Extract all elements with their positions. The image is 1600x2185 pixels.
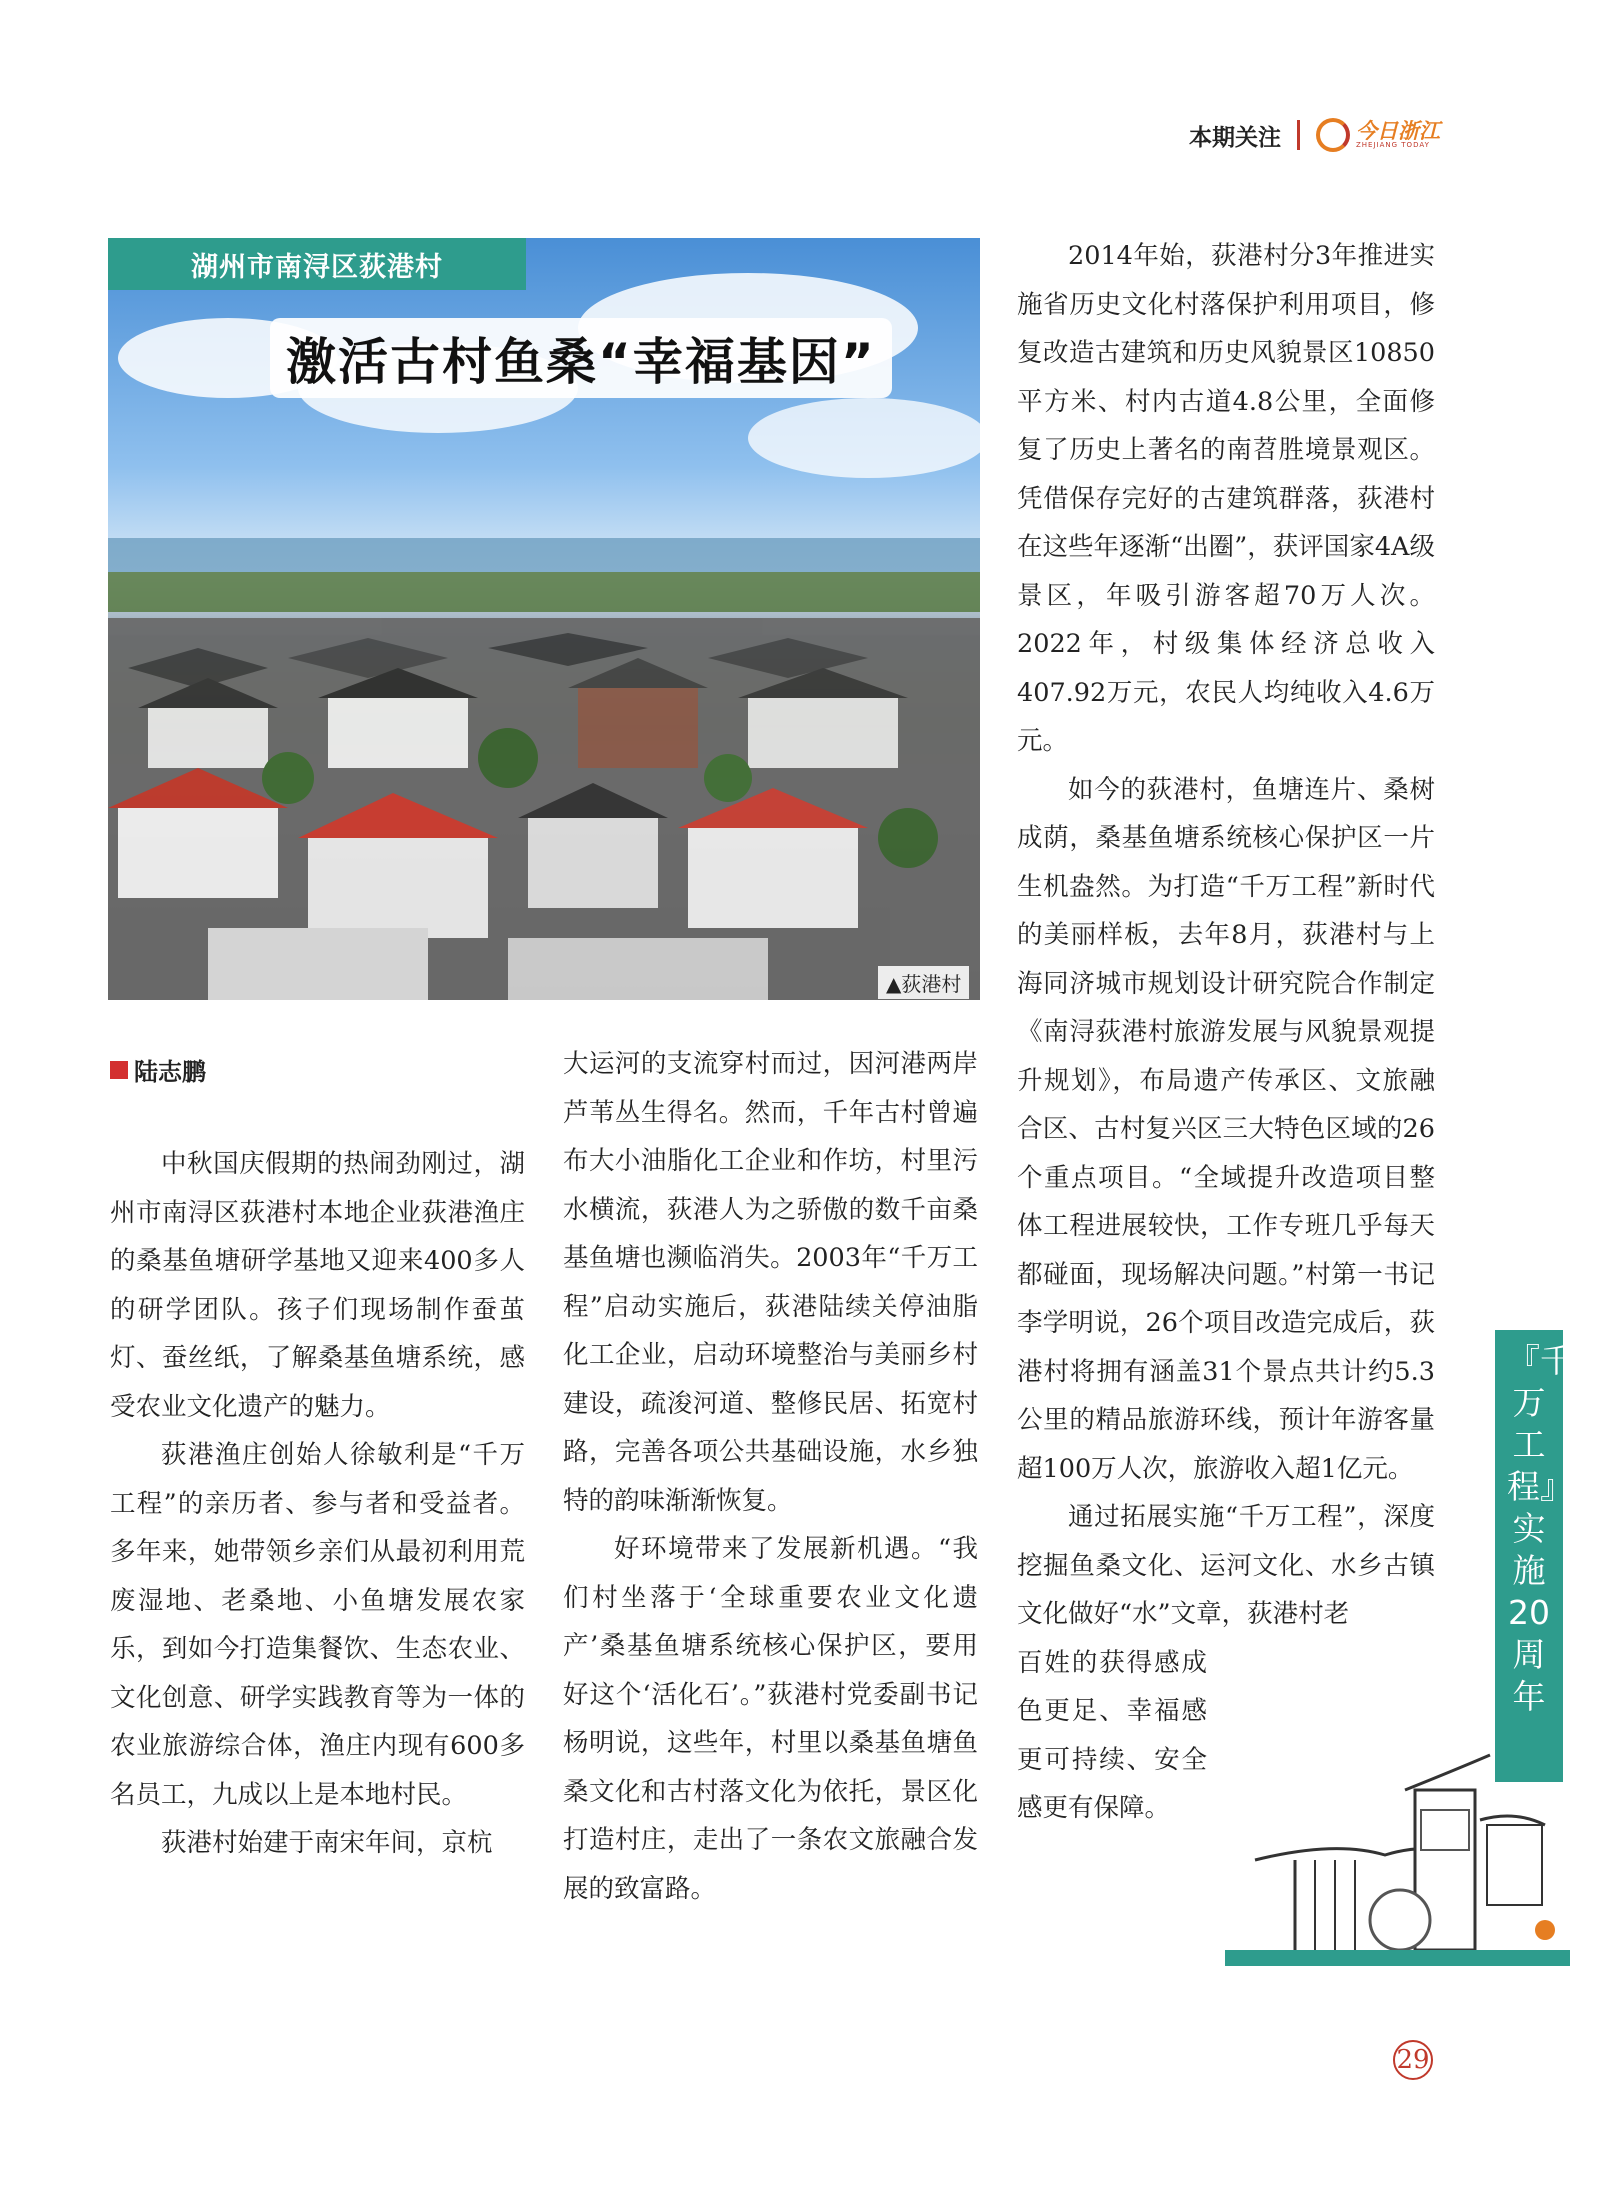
location-tag: 湖州市南浔区荻港村 bbox=[108, 238, 526, 290]
magazine-logo bbox=[1316, 118, 1440, 152]
paragraph: 中秋国庆假期的热闹劲刚过，湖州市南浔区荻港村本地企业荻港渔庄的桑基鱼塘研学基地又迎来400多人的研学团队。孩子们现场制作蚕茧灯、蚕丝纸，了解桑基鱼塘系统，感受农业文化遗产的魅力。 bbox=[110, 1149, 525, 1422]
page-number: 29 bbox=[1393, 2040, 1433, 2080]
paragraph: 如今的荻港村，鱼塘连片、桑树成荫，桑基鱼塘系统核心保护区一片生机盎然。为打造“千万工程”新时代的美丽样板，去年8月，荻港村与上海同济城市规划设计研究院合作制定《南浔荻港村旅游发展与风貌景观提升规划》，布局遗产传承区、文旅融合区、古村复兴区三大特色区域的26个重点项目。“全域提升改造项目整体工程进展较快，工作专班几乎每天都碰面，现场解决问题。”村第一书记李学明说，26个项目改造完成后，荻港村将拥有涵盖31个景点共计约5.3公里的精品旅游环线，预计年游客量超100万人次，旅游收入超1亿元。 bbox=[1017, 774, 1435, 1484]
paragraph: 百姓的获得感成色更足、幸福感更可持续、安全感更有保障。 bbox=[1017, 1647, 1207, 1823]
article-column-3 bbox=[1017, 232, 1435, 1833]
side-banner-text: 『千万工程』实施20周年 bbox=[1507, 1341, 1573, 1716]
paragraph: 通过拓展实施“千万工程”，深度挖掘鱼桑文化、运河文化、水乡古镇文化做好“水”文章，荻港村老 bbox=[1017, 1502, 1435, 1629]
article-column-1 bbox=[110, 1140, 525, 1868]
article-column-2 bbox=[563, 1040, 978, 1913]
author-name: 陆志鹏 bbox=[134, 1058, 206, 1086]
paragraph: 荻港村始建于南宋年间，京杭 bbox=[161, 1828, 493, 1858]
logo-mark-icon bbox=[1316, 118, 1350, 152]
page-header bbox=[1189, 118, 1440, 152]
paragraph: 大运河的支流穿村而过，因河港两岸芦苇丛生得名。然而，千年古村曾遍布大小油脂化工企业和作坊，村里污水横流，荻港人为之骄傲的数千亩桑基鱼塘也濒临消失。2003年“千万工程”启动实施后，荻港陆续关停油脂化工企业，启动环境整治与美丽乡村建设，疏浚河道、整修民居、拓宽村路，完善各项公共基础设施，水乡独特的韵味渐渐恢复。 bbox=[563, 1049, 978, 1516]
paragraph: 好环境带来了发展新机遇。“我们村坐落于‘全球重要农业文化遗产’桑基鱼塘系统核心保护区，要用好这个‘活化石’。”荻港村党委副书记杨明说，这些年，村里以桑基鱼塘鱼桑文化和古村落文化为依托，景区化打造村庄，走出了一条农文旅融合发展的致富路。 bbox=[563, 1534, 978, 1904]
logo-subtitle: ZHEJIANG TODAY bbox=[1356, 141, 1430, 149]
architecture-illustration bbox=[1225, 1730, 1570, 1970]
red-square-icon bbox=[110, 1061, 128, 1079]
section-label: 本期关注 bbox=[1189, 124, 1281, 151]
logo-title: 今日浙江 bbox=[1356, 119, 1440, 143]
photo-caption: ▲荻港村 bbox=[878, 966, 969, 999]
header-divider bbox=[1297, 120, 1300, 150]
article-headline: 激活古村鱼桑“幸福基因” bbox=[270, 318, 892, 398]
paragraph: 2014年始，荻港村分3年推进实施省历史文化村落保护利用项目，修复改造古建筑和历史风貌景区10850平方米、村内古道4.8公里，全面修复了历史上著名的南苕胜境景观区。凭借保存完好的古建筑群落，荻港村在这些年逐渐“出圈”，获评国家4A级景区，年吸引游客超70万人次。2022年，村级集体经济总收入407.92万元，农民人均纯收入4.6万元。 bbox=[1017, 241, 1435, 756]
author-byline bbox=[110, 1052, 206, 1087]
paragraph: 荻港渔庄创始人徐敏利是“千万工程”的亲历者、参与者和受益者。多年来，她带领乡亲们从最初利用荒废湿地、老桑地、小鱼塘发展农家乐，到如今打造集餐饮、生态农业、文化创意、研学实践教育等为一体的农业旅游综合体，渔庄内现有600多名员工，九成以上是本地村民。 bbox=[110, 1440, 525, 1810]
